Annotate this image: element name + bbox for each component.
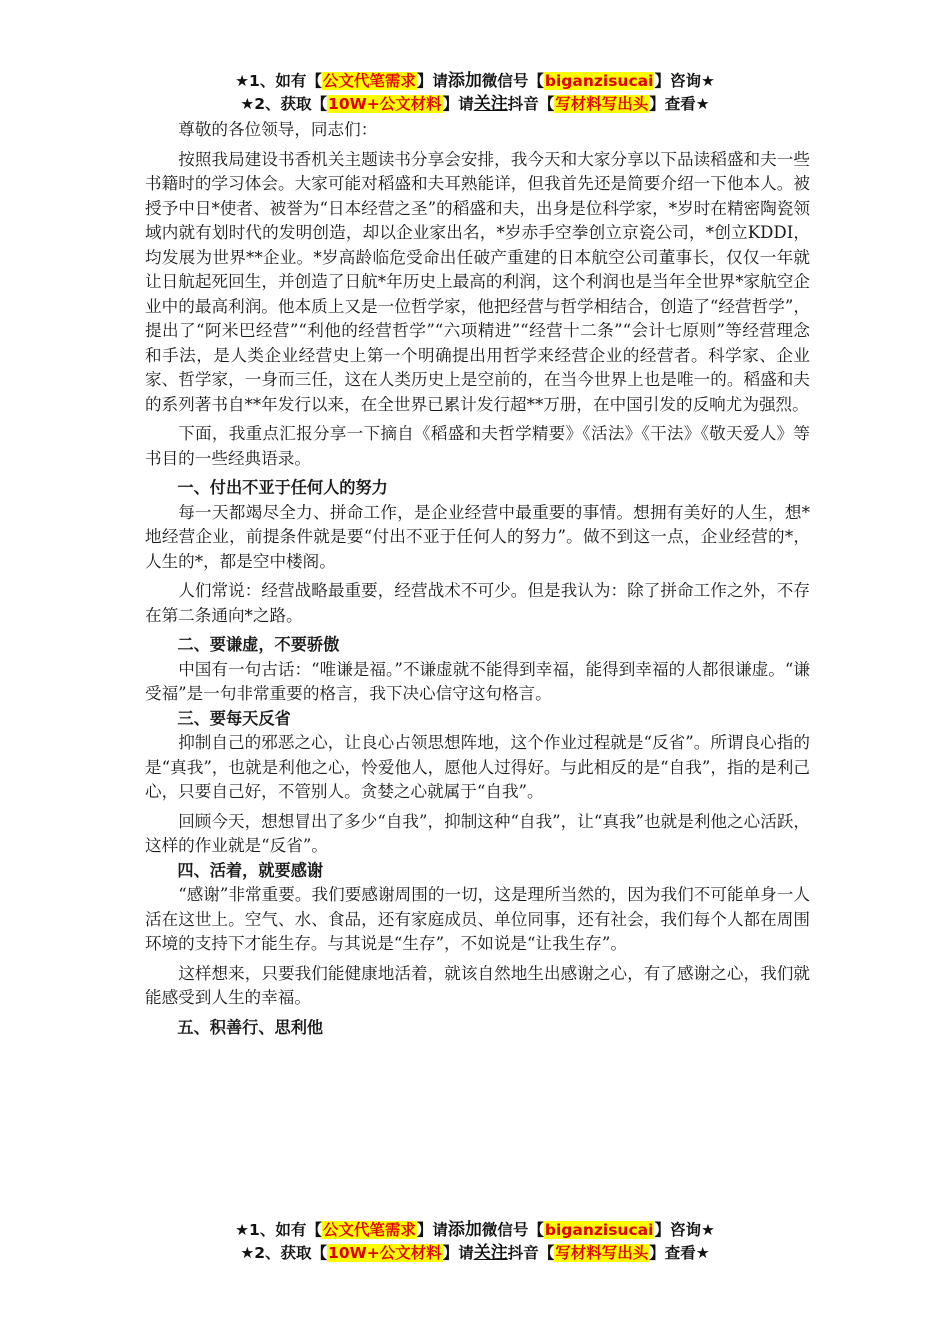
section-paragraph: 每一天都竭尽全力、拼命工作，是企业经营中最重要的事情。想拥有美好的人生，想*地经营企业，前提条件就是要“付出不亚于任何人的努力”。做不到这一点，企业经营的*，人生的*，都是空中楼阁。 — [145, 502, 810, 571]
banner-text: ★2、获取【 — [240, 95, 328, 113]
section-heading: 三、要每天反省 — [177, 708, 291, 728]
section-paragraph: 中国有一句古话：“唯谦是福。”不谦虚就不能得到幸福，能得到幸福的人都很谦虚。“谦受福”是一句非常重要的格言，我下决心信守这句格言。 — [145, 659, 810, 703]
banner-line-2 — [0, 93, 950, 116]
section-heading: 五、积善行、思利他 — [177, 1017, 324, 1037]
banner-line-1 — [0, 70, 950, 93]
banner-line-1 — [0, 1219, 950, 1242]
highlight-materials: 10W+公文材料 — [328, 1244, 442, 1262]
salutation: 尊敬的各位领导，同志们： — [178, 120, 378, 139]
banner-text: 微信号【 — [481, 1221, 544, 1239]
banner-text: 】请 — [416, 72, 448, 90]
document-body — [145, 118, 810, 1040]
header-banner — [0, 70, 950, 116]
intro-paragraph: 下面，我重点汇报分享一下摘自《稻盛和夫哲学精要》《活法》《干法》《敬天爱人》等书目的一些经典语录。 — [145, 424, 810, 468]
banner-text: 】请 — [442, 95, 474, 113]
highlight-douyin-id: 写材料写出头 — [555, 95, 649, 113]
highlight-douyin-id: 写材料写出头 — [555, 1244, 649, 1262]
section-paragraph: 这样想来，只要我们能健康地活着，就该自然地生出感谢之心，有了感谢之心，我们就能感受到人生的幸福。 — [145, 963, 810, 1007]
banner-text: 】请 — [416, 1221, 448, 1239]
section-paragraph: 抑制自己的邪恶之心，让良心占领思想阵地，这个作业过程就是“反省”。所谓良心指的是“真我”，也就是利他之心，怜爱他人，愿他人过得好。与此相反的是“自我”，指的是利己心，只要自己好，不管别人。贪婪之心就属于“自我”。 — [145, 733, 810, 801]
highlight-materials: 10W+公文材料 — [328, 95, 442, 113]
section-heading: 二、要谦虚，不要骄傲 — [177, 635, 340, 654]
section-paragraph: 人们常说：经营战略最重要，经营战术不可少。但是我认为：除了拼命工作之外，不存在第二条通向*之路。 — [145, 581, 810, 625]
section-paragraph: 回顾今天，想想冒出了多少“自我”，抑制这种“自我”，让“真我”也就是利他之心活跃，这样的作业就是“反省”。 — [145, 811, 810, 855]
banner-text: 】查看★ — [649, 1244, 710, 1262]
highlight-wechat-id: biganzisucai — [544, 1221, 654, 1239]
banner-text: 】咨询★ — [654, 72, 715, 90]
banner-text: ★1、如有【 — [235, 72, 322, 90]
intro-paragraph: 按照我局建设书香机关主题读书分享会安排，我今天和大家分享以下品读稻盛和夫一些书籍时的学习体会。大家可能对稻盛和夫耳熟能详，但我首先还是简要介绍一下他本人。被授予中日*使者、被誉为“日本经营之圣”的稻盛和夫，出身是位科学家，*岁时在精密陶瓷领域内就有划时代的发明创造，却以企业家出名，*岁赤手空拳创立京瓷公司，*创立KDDI，均发展为世界**企业。*岁高龄临危受命出任破产重建的日本航空公司董事长，仅仅一年就让日航起死回生，并创造了日航*年历史上最高的利润，这个利润也是当年全世界*家航空企业中的最高利润。他本质上又是一位哲学家，他把经营与哲学相结合，创造了“经营哲学”，提出了“阿米巴经营”“利他的经营哲学”“六项精进”“经营十二条”“会计七原则”等经营理念和手法，是人类企业经营史上第一个明确提出用哲学来经营企业的经营者。科学家、企业家、哲学家，一身而三任，这在人类历史上是空前的，在当今世界上也是唯一的。稻盛和夫的系列著书自**年发行以来，在全世界已累计发行超**万册，在中国引发的反响尤为强烈。 — [145, 149, 810, 414]
section-heading: 四、活着，就要感谢 — [177, 860, 324, 880]
banner-text: ★1、如有【 — [235, 1221, 322, 1239]
highlight-ghostwriting: 公文代笔需求 — [322, 1221, 416, 1239]
footer-banner — [0, 1219, 950, 1265]
banner-emphasis: 关注 — [473, 94, 508, 114]
banner-emphasis: 添加 — [447, 1220, 482, 1240]
banner-text: 】咨询★ — [654, 1221, 715, 1239]
section-paragraph: “感谢”非常重要。我们要感谢周围的一切，这是理所当然的，因为我们不可能单身一人活在这世上。空气、水、食品，还有家庭成员、单位同事，还有社会，我们每个人都在周围环境的支持下才能生存。与其说是“生存”，不如说是“让我生存”。 — [145, 885, 810, 953]
banner-text: ★2、获取【 — [240, 1244, 328, 1262]
banner-emphasis: 关注 — [473, 1243, 508, 1263]
banner-text: 抖音【 — [507, 95, 555, 113]
banner-text: 抖音【 — [507, 1244, 555, 1262]
banner-line-2 — [0, 1242, 950, 1265]
section-heading: 一、付出不亚于任何人的努力 — [177, 478, 388, 497]
highlight-ghostwriting: 公文代笔需求 — [322, 72, 416, 90]
highlight-wechat-id: biganzisucai — [544, 72, 654, 90]
banner-text: 微信号【 — [481, 72, 544, 90]
banner-text: 】请 — [442, 1244, 474, 1262]
banner-text: 】查看★ — [649, 95, 710, 113]
banner-emphasis: 添加 — [447, 71, 482, 91]
